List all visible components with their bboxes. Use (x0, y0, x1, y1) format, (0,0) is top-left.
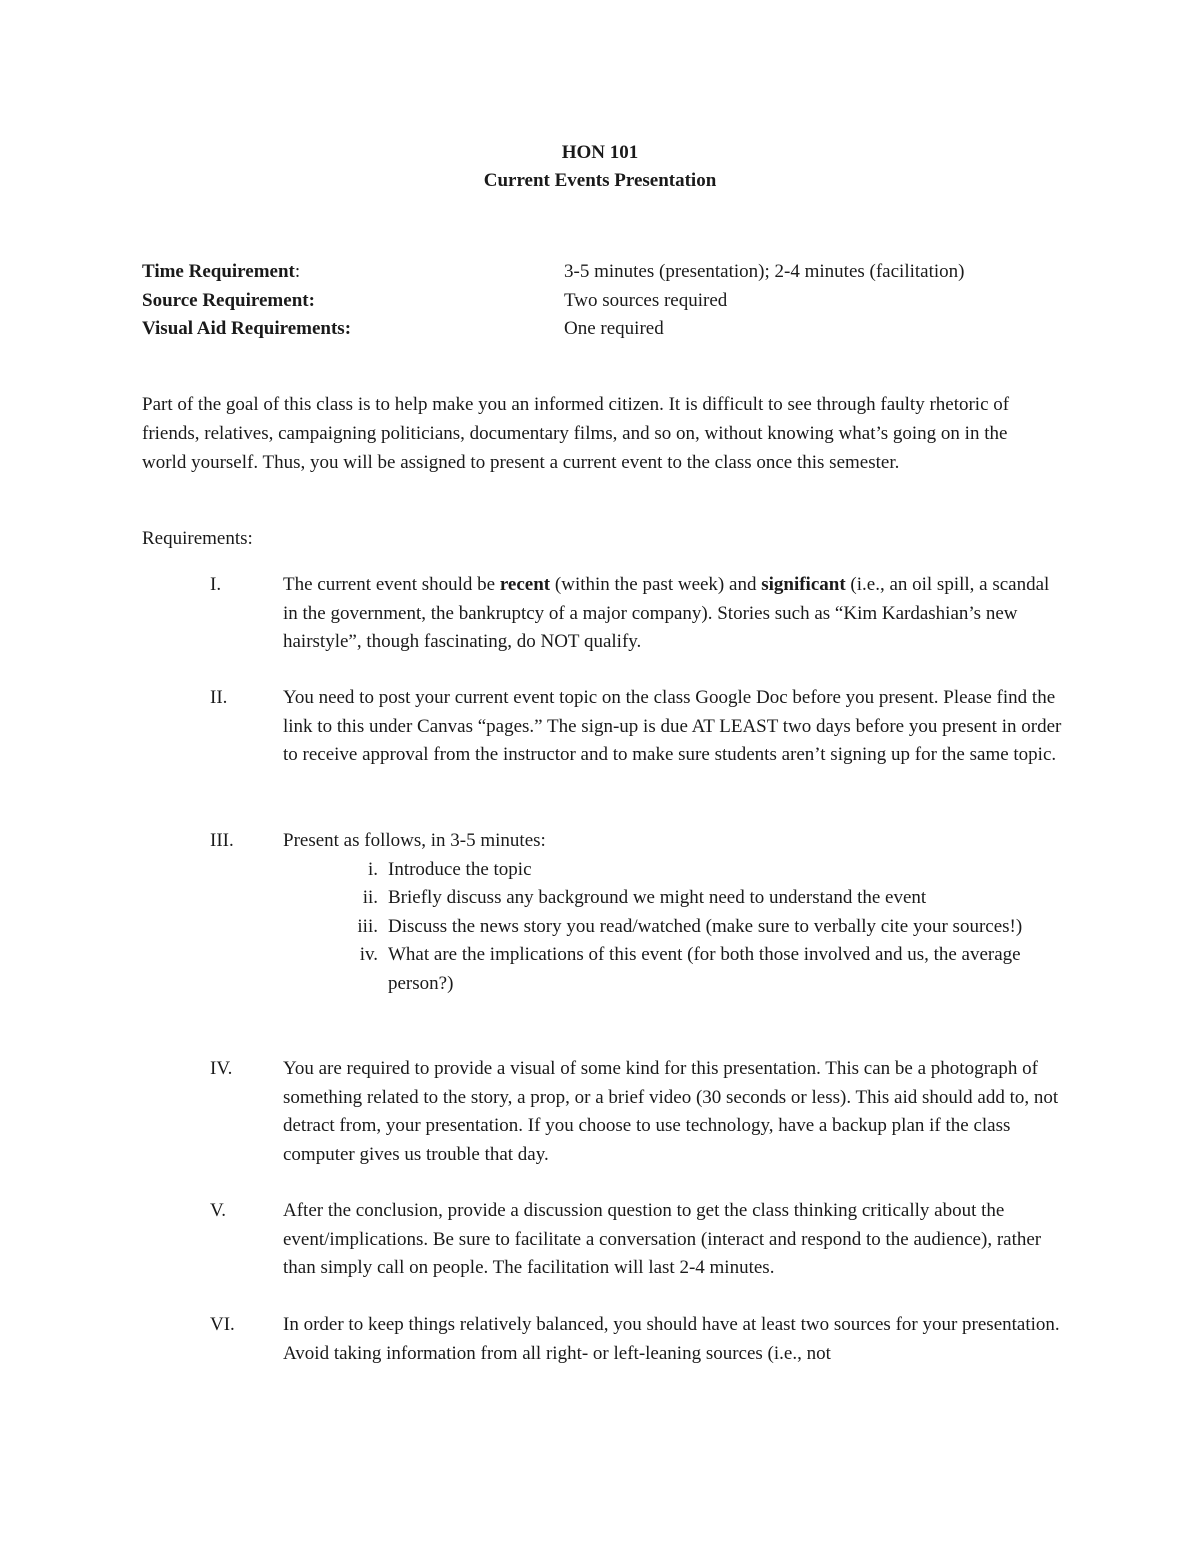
source-requirement-label: Source Requirement: (142, 289, 315, 311)
item-text: You are required to provide a visual of some kind for this presentation. This can be a photograph of something related to the story, a prop, or a brief video (30 seconds or less). This aid should add to, not detract from, your presentation. If you choose to use technology, have a backup plan if the class computer gives us trouble that day. (283, 1058, 1059, 1165)
requirements-summary (142, 258, 1062, 344)
item-text: After the conclusion, provide a discussion question to get the class thinking critically about the event/implications. Be sure to facilitate a conversation (interact and respond to the audience), rather than simply call on people. The facilitation will last 2-4 minutes. (283, 1200, 1042, 1278)
document-title: Current Events Presentation (483, 170, 717, 191)
item-number: IV. (210, 1058, 233, 1079)
item-text: You need to post your current event topic on the class Google Doc before you present. Please find the link to this under Canvas “pages.” The sign-up is due AT LEAST two days before you present in order to receive approval from the instructor and to make sure students aren’t signing up for the same topic. (283, 687, 1062, 765)
list-item (142, 913, 1038, 942)
item-number: II. (210, 687, 228, 708)
sub-item-number: iii. (357, 915, 378, 937)
source-requirement-row (142, 287, 1062, 316)
sub-item-text: Introduce the topic (388, 858, 532, 880)
sub-item-text: Discuss the news story you read/watched (make sure to verbally cite your sources!) (388, 915, 1023, 937)
time-requirement-value: 3-5 minutes (presentation); 2-4 minutes (facilitation) (564, 261, 965, 282)
requirement-item-4 (142, 1055, 1062, 1169)
item-text: In order to keep things relatively balanced, you should have at least two sources for your presentation. Avoid taking information from all right- or left-leaning sources (i.e., not (283, 1314, 1060, 1364)
item-text: Present as follows, in 3-5 minutes: (283, 830, 546, 851)
requirement-item-5 (142, 1197, 1062, 1283)
source-requirement-value: Two sources required (564, 289, 728, 311)
requirement-item-1 (142, 571, 1062, 657)
visual-aid-requirement-label: Visual Aid Requirements: (142, 318, 352, 339)
sub-item-number: i. (367, 858, 378, 880)
requirements-heading: Requirements: (142, 528, 253, 549)
item-number: VI. (210, 1314, 235, 1335)
sub-item-text: What are the implications of this event (for both those involved and us, the average person?) (388, 944, 1021, 994)
requirement-item-3 (142, 827, 1062, 998)
intro-paragraph: Part of the goal of this class is to help make you an informed citizen. It is difficult to see through faulty rhetoric of friends, relatives, campaigning politicians, documentary films, and so on, without knowing what’s going on in the world yourself. Thus, you will be assigned to present a current event to the class once this semester. (142, 394, 1010, 473)
time-requirement-row (142, 258, 1062, 287)
item-text: The current event should be recent (within the past week) and significant (i.e., an oil spill, a scandal in the government, the bankruptcy of a major company). Stories such as “Kim Kardashian’s new hairstyle”, though fascinating, do NOT qualify. (283, 574, 1050, 652)
list-item (142, 856, 1038, 885)
emphasis-significant: significant (761, 574, 846, 595)
item-number: III. (210, 830, 234, 851)
presentation-steps-list (142, 856, 1062, 999)
time-requirement-label: Time Requirement: (142, 261, 301, 282)
requirement-item-6 (142, 1311, 1062, 1368)
visual-aid-requirement-value: One required (564, 318, 664, 339)
sub-item-number: ii. (362, 887, 378, 908)
item-number: V. (210, 1200, 227, 1221)
sub-item-number: iv. (359, 944, 378, 965)
list-item (142, 884, 1038, 913)
emphasis-recent: recent (499, 574, 551, 595)
list-item (142, 941, 1038, 998)
sub-item-text: Briefly discuss any background we might need to understand the event (388, 887, 927, 908)
course-title: HON 101 (561, 142, 639, 163)
item-number: I. (210, 574, 222, 595)
requirement-item-2 (142, 684, 1062, 770)
visual-aid-requirement-row (142, 315, 1062, 344)
